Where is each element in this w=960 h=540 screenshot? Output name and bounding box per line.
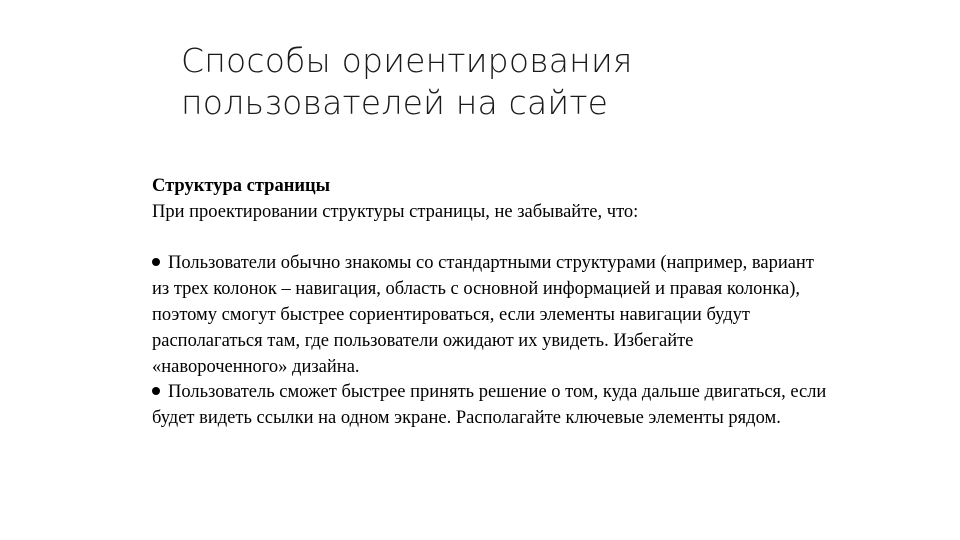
intro-text: При проектировании структуры страницы, не забывайте, что: [152, 201, 639, 222]
bullet-dot-icon [152, 258, 160, 266]
bullet-dot-icon [152, 387, 160, 395]
bullet-item-2 [152, 380, 832, 432]
title-line-2: пользователей на сайте [181, 83, 609, 122]
slide-title [181, 40, 881, 124]
slide-body [152, 174, 832, 432]
bullet-text-2: Пользователь сможет быстрее принять решение о том, куда дальше двигаться, если будет видеть ссылки на одном экране. Располагайте ключевые элементы рядом. [152, 382, 827, 429]
title-line-1: Способы ориентирования [181, 41, 633, 80]
bullet-item-1 [152, 251, 832, 380]
section-heading: Структура страницы [152, 176, 331, 196]
spacer [152, 226, 832, 252]
bullet-text-1: Пользователи обычно знакомы со стандартными структурами (например, вариант из трех колонок – навигация, область с основной информацией и правая колонка), поэтому смогут быстрее сориентироваться, если элементы навигации будут располагаться там, где пользователи ожидают их увидеть. Избегайте «навороченного» дизайна. [152, 253, 814, 377]
